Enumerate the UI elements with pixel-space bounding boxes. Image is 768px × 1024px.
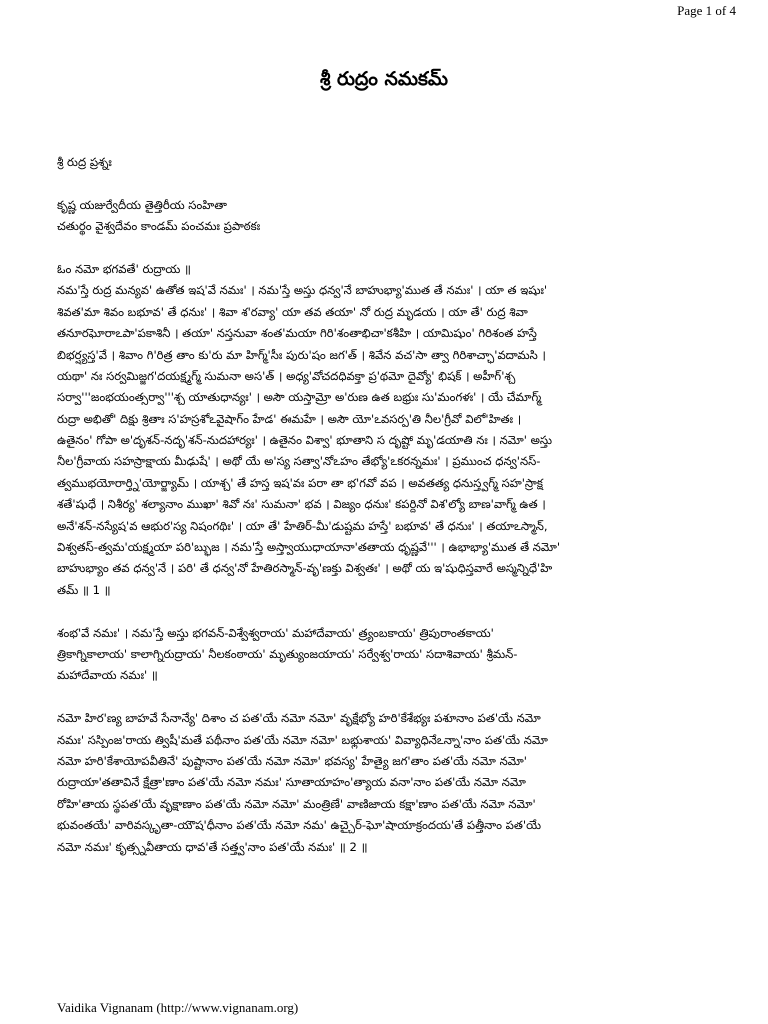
text-line: నమః' సస్పింజ'రాయ త్విషీ'మతే పథీనాం పత'యే నమో నమో' బభ్లుశాయ' వివ్యాధినేఽన్నా'నాం పత'యే నమో — [57, 732, 548, 747]
text-line: భువంతయే' వారివస్కృతా-యౌష'ధీనాం పత'యే నమో నమ' ఉచ్చైర్-ఘో'షాయాక్రందయ'తే పత్తీనాం పత'యే — [57, 818, 542, 833]
text-line: శ్రీ రుద్ర ప్రశ్నః — [57, 155, 112, 169]
text-line: నమో నమః' కృత్స్నవీతాయ ధావ'తే సత్త్వ'నాం పత'యే నమః' ॥ 2 ॥ — [57, 839, 368, 854]
text-line: త్వముభయోరార్త్ని'యోర్జ్యామ్ । యాశ్చ' తే హస్త ఇష'వః పరా తా భ'గవో వప । అవతత్య ధనుస్త్వగ్మ్ సహ'స్రాక్ష — [57, 475, 543, 490]
text-line: రుద్రాయా'తతావినే క్షేత్రా'ణాం పత'యే నమో నమః' సూతాయాహం'త్యాయ వనా'నాం పత'యే నమో నమో — [57, 775, 526, 790]
text-section — [57, 623, 739, 687]
text-section — [57, 259, 739, 601]
paragraph-gap — [57, 173, 739, 194]
text-section — [57, 708, 739, 858]
paragraph-gap — [57, 601, 739, 622]
text-line: నమో హరి'కేశాయోపవీతినే' పుష్టానాం పత'యే నమో నమో' భవస్య' హేత్యై జగ'తాం పత'యే నమో నమో' — [57, 753, 527, 768]
text-line: ఓం నమో భగవతే' రుద్రాయ ॥ — [57, 261, 191, 276]
text-line: ఉతైనం' గోపా అ'దృశన్-నదృ'శన్-నుదహార్యః' । ఉతైనం విశ్వా' భూతాని స దృష్టో మృ'డయాతి నః । నమో' అస్తు — [57, 433, 553, 448]
paragraph-gap — [57, 687, 739, 708]
page-number: Page 1 of 4 — [677, 3, 736, 18]
text-line: శంభ'వే నమః' । నమ'స్తే అస్తు భగవన్-విశ్వేశ్వరాయ' మహాదేవాయ' త్ర్యంబకాయ' త్రిపురాంతకాయ' — [57, 625, 494, 640]
text-line: శతే'షుధే । నిశీర్య' శల్యానాం ముఖా' శివో నః' సుమనా' భవ । విజ్యం ధనుః' కపర్దినో విశ'ల్యో బాణ'వాగ్మ్ ఉత । — [57, 497, 546, 512]
text-line: నీల'గ్రీవాయ సహస్రాక్షాయ మీఢుషే' । అథో యే అ'స్య సత్వా'నోఽహం తేభ్యో'ఽకరన్నమః' । ప్రముంచ ధన్వ'నస్- — [57, 454, 541, 469]
text-line: అనే'శన్-నస్యేష'వ ఆభుర'స్య నిషంగథిః' । యా తే' హేతిర్-మీ'డుష్టమ హస్తే' బభూవ' తే ధనుః' । తయాఽస్మాన్, — [57, 518, 548, 533]
text-line: చతుర్థం వైశ్వదేవం కాండమ్ పంచమః ప్రపాఠకః — [57, 219, 261, 234]
text-line: తమ్ ॥ 1 ॥ — [57, 582, 111, 597]
document-title: శ్రీ రుద్రం నమకమ్ — [319, 68, 449, 90]
document-body — [57, 152, 739, 858]
text-line: మహాదేవాయ నమః' ॥ — [57, 668, 158, 683]
text-line: నమ'స్తే రుద్ర మన్యవ' ఉతోత ఇష'వే నమః' । నమ'స్తే అస్తు ధన్వ'నే బాహుభ్యా'ముత తే నమః' । యా త ఇషుః' — [57, 283, 548, 298]
text-section — [57, 195, 739, 238]
text-line: రోహి'తాయ స్థపత'యే వృక్షాణాం పత'యే నమో నమో' మంత్రిణే' వాణిజాయ కక్షా'ణాం పత'యే నమో నమో' — [57, 796, 536, 811]
text-line: బాహుభ్యాం తవ ధన్వ'నే । పరి' తే ధన్వ'నో హేతిరస్మాన్-వృ'ణక్తు విశ్వతః' । అథో య ఇ'షుధిస్తవారే అస్మన్నిధే'హి — [57, 561, 553, 576]
text-section — [57, 152, 739, 173]
text-line: యథా' నః సర్వమిజ్జగ'దయక్ష్మగ్మ్ సుమనా అస'త్ । అధ్య'వోచదధివక్తా ప్ర'థమో దైవ్యో' భిషక్ । అహీగ్'శ్చ — [57, 368, 516, 383]
text-line: సర్వా'''జంభయంత్సర్వా'''శ్చ యాతుధాన్యః' । అసౌ యస్తామ్రో అ'రుణ ఉత బభ్రుః సు'మంగళః' । యే చేమాగ్మ్ — [57, 390, 542, 405]
text-line: శివత'మా శివం బభూవ' తే ధనుః' । శివా శ'రవ్యా' యా తవ తయా' నో రుద్ర మృడయ । యా తే' రుద్ర శివా — [57, 304, 528, 319]
text-line: తనూరఘోరాఽపా'పకాశినీ । తయా' నస్తనువా శంత'మయా గిరి'శంతాభిచా'కశీహి । యామిషుం' గిరిశంత హస్తే — [57, 326, 537, 341]
text-line: విశ్వతస్-త్వమ'యక్ష్మయా పరి'బ్భుజ । నమ'స్తే అస్త్వాయుధాయానా'తతాయ ధృష్ణవే''' । ఉభాభ్యా'ముత తే నమో' — [57, 540, 561, 555]
text-line: నమో హిర'ణ్య బాహవే సేనాన్యే' దిశాం చ పత'యే నమో నమో' వృక్షేభ్యో హరి'కేశేభ్యః పశూనాం పత'యే నమో — [57, 711, 541, 726]
paragraph-gap — [57, 238, 739, 259]
text-line: కృష్ణ యజుర్వేదీయ తైత్తిరీయ సంహితా — [57, 197, 227, 212]
text-line: బిభర్ష్యస్త'వే । శివాం గి'రిత్ర తాం కు'రు మా హిగ్మ్'సీః పురు'షం జగ'త్ । శివేన వచ'సా త్వా గిరిశాచ్ఛా'వదామసి । — [57, 347, 546, 362]
text-line: త్రికాగ్నికాలాయ' కాలాగ్నిరుద్రాయ' నీలకంఠాయ' మృత్యుంజయాయ' సర్వేశ్వ'రాయ' సదాశివాయ' శ్రీమన్- — [57, 646, 518, 661]
text-line: రుద్రా అభితో' దిక్షు శ్రితాః స'హస్రశోఽవైషాగ్ం హేడ' ఈమహే । అసౌ యో'ఽవసర్ప'తి నీల'గ్రీవో విలో'హితః । — [57, 411, 522, 426]
footer-credit: Vaidika Vignanam (http://www.vignanam.org) — [57, 1000, 299, 1015]
